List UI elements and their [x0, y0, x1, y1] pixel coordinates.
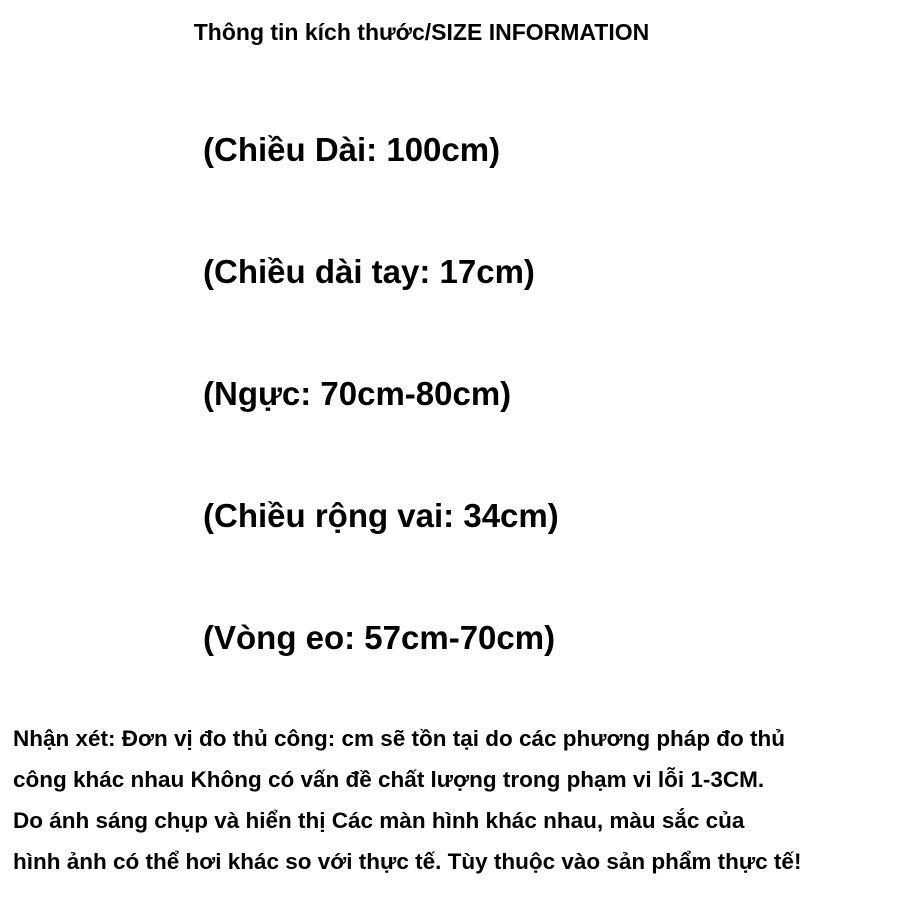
measurement-note	[13, 718, 893, 882]
page-title: Thông tin kích thước/SIZE INFORMATION	[193, 19, 650, 45]
waist-size: (Vòng eo: 57cm-70cm)	[203, 619, 556, 656]
note-line: công khác nhau Không có vấn đề chất lượng trong phạm vi lỗi 1-3CM.	[13, 767, 765, 792]
note-line: Do ánh sáng chụp và hiển thị Các màn hình khác nhau, màu sắc của	[13, 808, 745, 833]
note-line: Nhận xét: Đơn vị đo thủ công: cm sẽ tồn tại do các phương pháp đo thủ	[13, 726, 786, 751]
chest-size: (Ngực: 70cm-80cm)	[203, 375, 512, 412]
note-line: hình ảnh có thể hơi khác so với thực tế. Tùy thuộc vào sản phẩm thực tế!	[13, 849, 802, 874]
sleeve-length-size: (Chiều dài tay: 17cm)	[203, 253, 535, 290]
length-size: (Chiều Dài: 100cm)	[203, 131, 501, 168]
shoulder-width-size: (Chiều rộng vai: 34cm)	[203, 497, 559, 534]
